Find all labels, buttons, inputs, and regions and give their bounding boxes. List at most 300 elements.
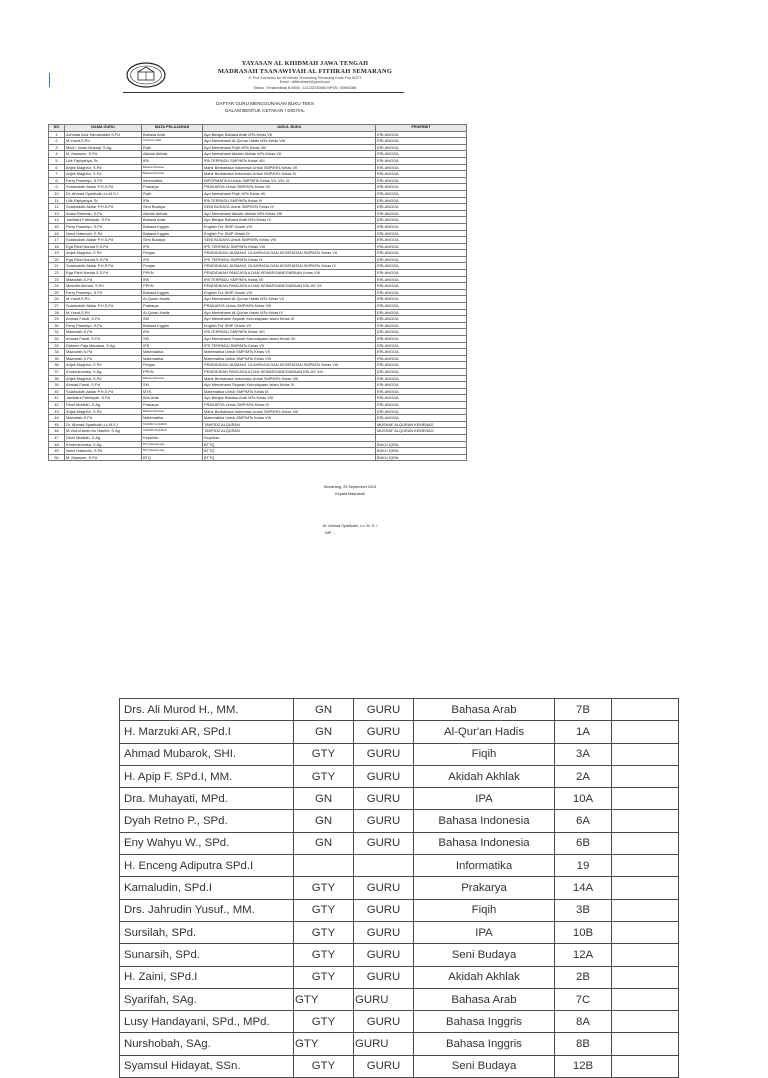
cell-publisher: ERLANGGA <box>376 415 467 422</box>
cell-no: 47 <box>49 434 65 441</box>
cell-teacher-name: Maarufah,S.Pd <box>65 415 142 422</box>
accreditation-status: Status : Terakreditasi B NSM : 121233740060 NPSN : 69983086 <box>253 86 357 90</box>
address-text: Jl. Prof Soeharso No 99 Mrican Tembalang Semarang Kode Pos 50271 <box>248 76 362 80</box>
cell-publisher: ERLANGGA <box>376 144 467 151</box>
cell-no: 15 <box>49 223 65 230</box>
cell-code: 1A <box>555 721 612 743</box>
cell-extra <box>612 832 679 854</box>
table-row <box>49 448 467 455</box>
cell-book-title: PENDIDIKAN JASMANI, OLAHRAGA DAN KESEHATAN SMP/MTs Kelas VII <box>203 250 376 257</box>
cell-book-title: PENDIDIKAN PANCASILA DAN KEWARGANEGARAAN KELAS VII <box>203 283 376 290</box>
cell-teacher-name: Nurul Hakimah, S.Pd <box>65 448 142 455</box>
table-row <box>49 421 467 428</box>
cell-no: 31 <box>49 329 65 336</box>
cell-publisher: ERLANGGA <box>376 217 467 224</box>
cell-teacher-name: Dr. Ahmad Syarifudin,Lc.M.S.I <box>65 190 142 197</box>
cell-no: 23 <box>49 276 65 283</box>
table-row <box>49 428 467 435</box>
cell-teacher-name: Arijek Maghfur, S.Pd <box>65 408 142 415</box>
cell-subject: IPA <box>414 788 555 810</box>
cell-book-title: English For SMP Grade VIII <box>203 289 376 296</box>
cell-teacher-name: Nurul Hakimah, S.Pd <box>65 230 142 237</box>
cell-teacher-name: Dr. Ahmad Syarifudin,Lc.M.S.I <box>65 421 142 428</box>
cell-no: 5 <box>49 157 65 164</box>
table-row <box>49 336 467 343</box>
cell-code: 14A <box>555 877 612 899</box>
cell-teacher-name: Eny Wahyu W., SPd. <box>120 832 294 854</box>
cell-subject: IPS <box>142 256 203 263</box>
table-row <box>49 362 467 369</box>
cell-status: GTY <box>294 899 354 921</box>
cell-book-title: PRAKARYA Untuk SMP/MTs Kelas VIII <box>203 303 376 310</box>
cell-subject: TAHFIDZ ALQURAN <box>142 421 203 428</box>
teacher-table-body <box>49 131 467 461</box>
cell-no: 49 <box>49 448 65 455</box>
cell-extra <box>612 765 679 787</box>
cell-publisher: ERLANGGA <box>376 362 467 369</box>
cell-subject: IPA <box>414 921 555 943</box>
cell-book-title: Ayo Belajar Bahasa Arab MTs Kelas VIII <box>203 395 376 402</box>
cell-teacher-name: Jamilatul Fatimiyah, S.Pd <box>65 395 142 402</box>
cell-no: 37 <box>49 368 65 375</box>
cell-publisher: BUKU IQRA <box>376 454 467 461</box>
cell-teacher-name: Solahuddin Akbar P.H,S.Pd <box>65 303 142 310</box>
cell-no: 13 <box>49 210 65 217</box>
cell-subject: Bahasa Indonesia <box>142 171 203 178</box>
cell-subject: Penjas <box>142 250 203 257</box>
cell-teacher-name: M. Mansum, S.Pd <box>65 151 142 158</box>
cell-position: GURU <box>354 944 414 966</box>
cell-publisher: BUKU IQRA <box>376 441 467 448</box>
cell-code: 6A <box>555 810 612 832</box>
cell-subject: BTQ <box>142 454 203 461</box>
cell-subject: Bahasa Arab <box>414 699 555 721</box>
cell-teacher-name: H. Marzuki AR, SPd.I <box>120 721 294 743</box>
table-row <box>49 151 467 158</box>
table-row <box>49 382 467 389</box>
cell-subject: Bahasa Indonesia <box>142 375 203 382</box>
cell-publisher: ERLANGGA <box>376 368 467 375</box>
cell-subject: SKI <box>142 336 203 343</box>
cell-teacher-name: Dra. Muhayati, MPd. <box>120 788 294 810</box>
cell-book-title: Matematika Untuk SMP/MTs Kelas VIII <box>203 355 376 362</box>
signature-place-date: Semarang, 25 September 2024 <box>323 485 377 489</box>
cell-book-title: IPA TERPADU SMP/MTs Kelas IX <box>203 197 376 204</box>
cell-subject: SKI <box>142 382 203 389</box>
table-row <box>49 256 467 263</box>
cell-teacher-name: Ega Rizki Nanda S.S.Pd <box>65 270 142 277</box>
cell-subject: Bahasa Indonesia <box>142 164 203 171</box>
cell-book-title: Ayo Memahami Sejarah Kebudayaan Islam Kelas IX <box>203 382 376 389</box>
cell-publisher: ERLANGGA <box>376 204 467 211</box>
cell-book-title: SENI BUDAYA Untuk SMP/MTs Kelas IX <box>203 204 376 211</box>
cell-teacher-name: M. Mansum, S.Pd <box>65 454 142 461</box>
cell-no: 12 <box>49 204 65 211</box>
table-row <box>120 721 679 743</box>
cell-extra <box>612 899 679 921</box>
cell-publisher: ERLANGGA <box>376 303 467 310</box>
cell-book-title: BTTQ <box>203 454 376 461</box>
table-row <box>49 171 467 178</box>
cell-book-title: Mahir Berbahasa Indonesia Untuk SMP/MTs Kelas VIII <box>203 375 376 382</box>
cell-teacher-name: Arijek Maghfur, S.Pd <box>65 362 142 369</box>
cell-no: 16 <box>49 230 65 237</box>
cell-extra <box>612 699 679 721</box>
cell-subject: PPKN <box>142 283 203 290</box>
cell-teacher-name: Lusy Handayani, SPd., MPd. <box>120 1011 294 1033</box>
table-row <box>49 197 467 204</box>
header-subject: MATA PELAJARAN <box>142 125 203 132</box>
cell-position: GURU <box>354 899 414 921</box>
cell-teacher-name: Moch. Insan Muzaqi, S.Ag <box>65 144 142 151</box>
cell-position: GURU <box>354 1055 414 1077</box>
cell-teacher-name: Arijek Maghfur, S.Pd <box>65 171 142 178</box>
cell-teacher-name: Ega Rizki Nanda S.S.Pd <box>65 256 142 263</box>
cell-no: 14 <box>49 217 65 224</box>
cell-status: GTY <box>294 765 354 787</box>
cell-subject: PPKN <box>142 368 203 375</box>
cell-teacher-name: Dholi Mubilah, S.Ag <box>65 401 142 408</box>
cell-status: GN <box>294 721 354 743</box>
cell-publisher: ERLANGGA <box>376 289 467 296</box>
cell-teacher-name: Ega Rizki Nanda S.S.Pd <box>65 243 142 250</box>
cell-publisher: ERLANGGA <box>376 375 467 382</box>
cell-subject: Bahasa Indonesia <box>414 832 555 854</box>
cell-teacher-name: Lilik Fajriyahya, Sr. <box>65 197 142 204</box>
cell-extra <box>612 988 679 1010</box>
header-book-title: JUDUL BUKU <box>203 125 376 132</box>
cell-no: 30 <box>49 322 65 329</box>
table-row <box>49 217 467 224</box>
cell-code: 7C <box>555 988 612 1010</box>
cell-teacher-name: M. Nurul Amin An Nashih, S.Ag <box>65 428 142 435</box>
table-row <box>49 250 467 257</box>
cell-book-title: English For SMP Grade IX <box>203 230 376 237</box>
table-row <box>120 832 679 854</box>
cell-teacher-name: Solahuddin Akbar P.H,S.Pd <box>65 263 142 270</box>
cell-teacher-name: Anisa Rahmah, S.Pd <box>65 210 142 217</box>
cell-no: 26 <box>49 296 65 303</box>
table-row <box>49 190 467 197</box>
cell-publisher: ERLANGGA <box>376 157 467 164</box>
cell-publisher: ERLANGGA <box>376 250 467 257</box>
cell-extra <box>612 1055 679 1077</box>
cell-publisher: ERLANGGA <box>376 336 467 343</box>
cell-book-title: Ayo Memahami Akidah Akhlak MTs Kelas VIII <box>203 210 376 217</box>
cell-position: GURU <box>354 877 414 899</box>
cell-subject: SKI <box>142 316 203 323</box>
cell-position: GURU <box>354 699 414 721</box>
signature-nip: NIP. - <box>325 531 335 535</box>
cell-teacher-name: Dyah Retno P., SPd. <box>120 810 294 832</box>
cell-teacher-name: Achmad Aziz Kamaluddin,S.Pd <box>65 131 142 138</box>
teacher-table-header <box>49 125 467 132</box>
cell-book-title: Ayo Memahami Al-Qur'an Hadis MTs Kelas VIII <box>203 138 376 145</box>
cell-subject: BTQ Kepuhan Haj <box>142 441 203 448</box>
table-row <box>120 699 679 721</box>
cell-teacher-name: Maarufah,S.Pd <box>65 329 142 336</box>
table-row <box>120 788 679 810</box>
table-row <box>120 765 679 787</box>
table-row <box>49 454 467 461</box>
cell-no: 41 <box>49 395 65 402</box>
cell-book-title: PENDIDIKAN JASMANI, OLAHRAGA DAN KESEHATAN SMP/MTs Kelas IX <box>203 263 376 270</box>
cell-no: 2 <box>49 138 65 145</box>
cell-extra <box>612 966 679 988</box>
cell-extra <box>612 1011 679 1033</box>
cell-teacher-name: Maarufah,S.Pd <box>65 355 142 362</box>
table-row <box>49 210 467 217</box>
cell-extra <box>612 877 679 899</box>
cell-position: GURU <box>354 988 414 1010</box>
table-row <box>120 810 679 832</box>
cell-code: 12B <box>555 1055 612 1077</box>
cell-teacher-name: Ahmad Mubarok, SHI. <box>120 743 294 765</box>
cell-position: GURU <box>354 743 414 765</box>
cell-book-title: Ayo Memahami Akidah Akhlak MTs Kelas VII <box>203 151 376 158</box>
cell-subject: Seni Budaya <box>414 944 555 966</box>
cell-teacher-name: Rakeen Faja Maulana, S.Ag <box>65 342 142 349</box>
teacher-roster-table <box>119 698 679 1078</box>
cell-no: 8 <box>49 177 65 184</box>
cell-subject: Prakarya <box>142 401 203 408</box>
cell-publisher: ERLANGGA <box>376 283 467 290</box>
signature-name: Dr. Ahmad Syarifudin, Lc. M. S. I <box>322 524 378 528</box>
cell-book-title: English For SMP Grade VII <box>203 322 376 329</box>
cell-book-title: BTTQ <box>203 441 376 448</box>
cell-publisher: BUKU IQRA <box>376 448 467 455</box>
cell-no: 22 <box>49 270 65 277</box>
cell-no: 50 <box>49 454 65 461</box>
cell-position: GURU <box>354 788 414 810</box>
cell-status: GTY <box>294 921 354 943</box>
table-row <box>49 276 467 283</box>
cell-subject: TAHFIDZ ALQURAN <box>142 428 203 435</box>
cell-teacher-name: Solahuddin Akbar P.H,S.Pd <box>65 388 142 395</box>
cell-status: GN <box>294 832 354 854</box>
cell-publisher: ERLANGGA <box>376 177 467 184</box>
cell-extra <box>612 921 679 943</box>
cell-extra <box>612 810 679 832</box>
cell-subject: Matematika <box>142 349 203 356</box>
cell-publisher: ERLANGGA <box>376 171 467 178</box>
cell-no: 44 <box>49 415 65 422</box>
table-row <box>49 263 467 270</box>
cell-teacher-name: Ferry Prasetyo, S.Pd <box>65 322 142 329</box>
cell-subject: IPS <box>142 243 203 250</box>
cell-book-title: Matematika Untuk SMP/MTs Kelas IX <box>203 388 376 395</box>
cell-publisher: ERLANGGA <box>376 382 467 389</box>
cell-book-title: Ayo Belajar Bahasa Arab MTs Kelas IX <box>203 217 376 224</box>
cell-subject: Bhs Arab <box>142 395 203 402</box>
table-row <box>120 921 679 943</box>
cell-no: 43 <box>49 408 65 415</box>
cell-teacher-name: Nurshobah, SAg. <box>120 1033 294 1055</box>
cell-teacher-name: M.Yusuf,S.Pd <box>65 138 142 145</box>
cell-subject: Informatika <box>142 177 203 184</box>
cell-publisher: ERLANGGA <box>376 138 467 145</box>
cell-publisher: ERLANGGA <box>376 395 467 402</box>
cell-code: 19 <box>555 855 612 877</box>
cell-subject: Fiqih <box>414 743 555 765</box>
table-row <box>49 270 467 277</box>
cell-status: GTY <box>294 966 354 988</box>
cell-publisher: ERLANGGA <box>376 263 467 270</box>
cell-teacher-name: Drs. Jahrudin Yusuf., MM. <box>120 899 294 921</box>
cell-no: 1 <box>49 131 65 138</box>
cell-subject: IPA <box>142 197 203 204</box>
cell-status <box>294 855 354 877</box>
cell-status: GTY <box>294 877 354 899</box>
cell-code: 3A <box>555 743 612 765</box>
cell-status: GN <box>294 810 354 832</box>
table-row <box>49 296 467 303</box>
cell-publisher <box>376 434 467 441</box>
cell-position <box>354 855 414 877</box>
cell-subject: Prakarya <box>414 877 555 899</box>
cell-teacher-name: Maarufah,S.Pd <box>65 349 142 356</box>
email-text: Email : alfithrahsmt@gmail.com <box>279 80 331 84</box>
cell-teacher-name: Solahuddin Akbar P.H,S.Pd <box>65 184 142 191</box>
cell-subject: Matematika <box>142 415 203 422</box>
table-row <box>49 401 467 408</box>
table-row <box>120 743 679 765</box>
cell-subject: Akidah Akhlak <box>414 765 555 787</box>
cell-no: 17 <box>49 237 65 244</box>
table-row <box>49 355 467 362</box>
document-title-line2: DALAM BENTUK CETAKAN / DIGITAL <box>225 108 305 113</box>
cell-subject: BTQ Kepuhan Haj <box>142 448 203 455</box>
cell-subject: Akidah Akhlak <box>142 210 203 217</box>
cell-publisher: ERLANGGA <box>376 190 467 197</box>
cell-publisher: ERLANGGA <box>376 316 467 323</box>
cell-teacher-name: Solahuddin Akbar P.H,S.Pd <box>65 204 142 211</box>
cell-code: 8B <box>555 1033 612 1055</box>
table-row <box>49 223 467 230</box>
cell-book-title: Mahir Berbahasa Indonesia Untuk SMP/MTs Kelas VII <box>203 164 376 171</box>
cell-no: 20 <box>49 256 65 263</box>
cell-subject: Informatika <box>414 855 555 877</box>
cell-book-title: PENDIDIKAN PANCASILA DAN KEWARGANEGARAAN Kelas VIII <box>203 270 376 277</box>
cell-teacher-name: Ahmad Fandi, S.Pd <box>65 382 142 389</box>
cell-teacher-name: Syamsul Hidayat, SSn. <box>120 1055 294 1077</box>
cell-code: 10A <box>555 788 612 810</box>
cell-teacher-name: Dholi Mubilah, S.Ag <box>65 434 142 441</box>
cell-teacher-name: M.Yusuf,S.Pd <box>65 296 142 303</box>
cell-subject: Bahasa Inggris <box>142 322 203 329</box>
cell-teacher-name: Lilik Fajriyahya, Sr. <box>65 157 142 164</box>
table-row <box>120 988 679 1010</box>
cell-teacher-name: Ahmad Fandi, S.Pd <box>65 336 142 343</box>
cell-position: GURU <box>354 810 414 832</box>
table-row <box>120 1011 679 1033</box>
cell-publisher: ERLANGGA <box>376 401 467 408</box>
table-row <box>49 316 467 323</box>
cell-no: 33 <box>49 342 65 349</box>
cell-no: 11 <box>49 197 65 204</box>
table-row <box>49 144 467 151</box>
cell-subject: Prakarya <box>142 303 203 310</box>
cell-teacher-name: Arijek Maghfur, S.Pd <box>65 164 142 171</box>
table-row <box>49 322 467 329</box>
table-row <box>120 877 679 899</box>
table-row <box>49 230 467 237</box>
cell-subject: Bahasa Inggris <box>142 223 203 230</box>
cell-publisher: ERLANGGA <box>376 210 467 217</box>
cell-book-title: Ayo Memahami Sejarah Kebudayaan Islam Kelas IX <box>203 316 376 323</box>
cell-position: GURU <box>354 1011 414 1033</box>
table-row <box>49 283 467 290</box>
cell-no: 34 <box>49 349 65 356</box>
cell-no: 42 <box>49 401 65 408</box>
cell-publisher: ERLANGGA <box>376 164 467 171</box>
cell-teacher-name: Arijek Maghfur, S.Pd <box>65 375 142 382</box>
cell-subject: Al-Quran Hadis <box>142 296 203 303</box>
cell-book-title: PENDIDIKAN JASMANI, OLAHRAGA DAN KESEHATAN SMP/MTs Kelas VIII <box>203 362 376 369</box>
cell-book-title: English For SMP Grade VIII <box>203 223 376 230</box>
cell-status: GN <box>294 699 354 721</box>
cell-position: GURU <box>354 832 414 854</box>
table-row <box>49 237 467 244</box>
table-row <box>49 157 467 164</box>
cell-extra <box>612 721 679 743</box>
cell-teacher-name: Syarifah, SAg. <box>120 988 294 1010</box>
letterhead-divider <box>123 92 404 93</box>
table-row <box>49 395 467 402</box>
cell-teacher-name: Musoffa Ahmad, S.Pd <box>65 283 142 290</box>
cell-teacher-name: Khoerulunnisa, S.Ag <box>65 368 142 375</box>
table-row <box>49 375 467 382</box>
cell-code: 6B <box>555 832 612 854</box>
cell-publisher: ERLANGGA <box>376 230 467 237</box>
cell-teacher-name: Kamaludin, SPd.I <box>120 877 294 899</box>
cell-no: 6 <box>49 164 65 171</box>
cell-no: 28 <box>49 309 65 316</box>
cell-teacher-name: Ferry Prasetyo, S.Pd <box>65 223 142 230</box>
cell-subject: Bahasa Indonesia <box>414 810 555 832</box>
cell-subject: MTK <box>142 388 203 395</box>
cell-publisher: ERLANGGA <box>376 342 467 349</box>
cell-teacher-name: H. Enceng Adiputra SPd.I <box>120 855 294 877</box>
cell-publisher: ERLANGGA <box>376 296 467 303</box>
cell-publisher: ERLANGGA <box>376 270 467 277</box>
cell-subject: Seni Budaya <box>142 237 203 244</box>
table-row <box>49 204 467 211</box>
page-edge-marker <box>49 73 50 87</box>
cell-teacher-name: H. Apip F. SPd.I, MM. <box>120 765 294 787</box>
cell-position: GURU <box>354 921 414 943</box>
cell-no: 27 <box>49 303 65 310</box>
table-row <box>49 408 467 415</box>
cell-publisher: ERLANGGA <box>376 256 467 263</box>
cell-position: GURU <box>354 721 414 743</box>
cell-publisher: ERLANGGA <box>376 184 467 191</box>
cell-no: 7 <box>49 171 65 178</box>
table-row <box>49 441 467 448</box>
cell-teacher-name: Arijek Maghfur, S.Pd <box>65 250 142 257</box>
header-no: NO <box>49 125 65 132</box>
cell-book-title: TAHFIDZ ALQURAN <box>203 428 376 435</box>
table-row <box>49 329 467 336</box>
cell-publisher: ERLANGGA <box>376 151 467 158</box>
roster-table-body <box>120 699 679 1078</box>
cell-extra <box>612 944 679 966</box>
cell-publisher: ERLANGGA <box>376 131 467 138</box>
cell-teacher-name: Jamilatul Fatimiyah, S.Pd <box>65 217 142 224</box>
cell-book-title: Ayo Memahami Al-Qur'an Hadis MTs Kelas VII <box>203 296 376 303</box>
cell-book-title: Matematika Untuk SMP/MTs Kelas VIII <box>203 415 376 422</box>
cell-book-title: Ayo Memahami Fiqih MTs Kelas VIII <box>203 144 376 151</box>
